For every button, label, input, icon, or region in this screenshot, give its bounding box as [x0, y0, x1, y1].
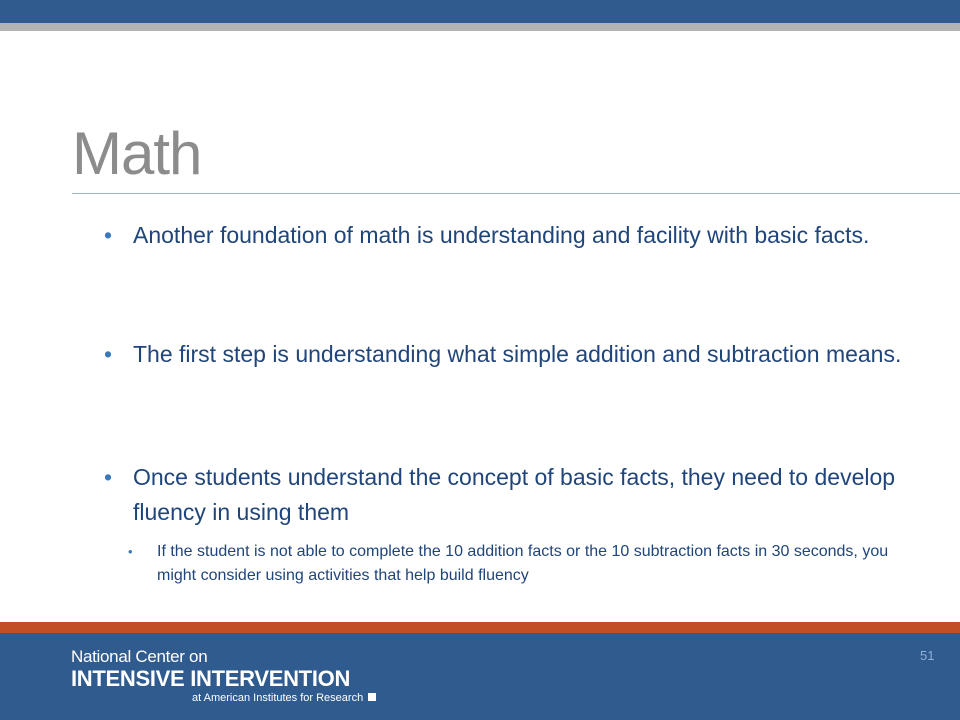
org-name-line1: National Center on: [71, 647, 208, 666]
header-bar: [0, 0, 960, 23]
header-divider: [0, 23, 960, 31]
sub-bullet-text: If the student is not able to complete the 10 addition facts or the 10 subtraction facts in 30 seconds, you might consider using activities that help build fluency: [157, 543, 889, 584]
org-affiliation: [192, 692, 376, 704]
bullet-text: The first step is understanding what simple addition and subtraction means.: [133, 341, 902, 367]
bullet-marker: •: [104, 341, 113, 367]
footer: [0, 633, 960, 720]
bullet-marker: •: [104, 464, 113, 490]
org-name-line2: INTENSIVE INTERVENTION: [71, 666, 351, 691]
bullet-item: [104, 218, 904, 253]
bullet-item: [104, 460, 904, 530]
slide-title: Math: [72, 120, 202, 187]
bullet-text: Another foundation of math is understanding and facility with basic facts.: [133, 222, 870, 248]
bullet-item: [104, 337, 904, 372]
page-number: 51: [920, 648, 935, 663]
square-icon: [368, 693, 376, 701]
footer-accent-bar: [0, 622, 960, 633]
sub-bullet-item: [128, 540, 908, 588]
bullet-text: Once students understand the concept of basic facts, they need to develop fluency in using them: [133, 464, 896, 525]
bullet-marker: •: [104, 222, 113, 248]
sub-bullet-marker: •: [128, 544, 133, 559]
org-affiliation-text: at American Institutes for Research: [192, 692, 364, 704]
title-underline: [72, 193, 960, 194]
